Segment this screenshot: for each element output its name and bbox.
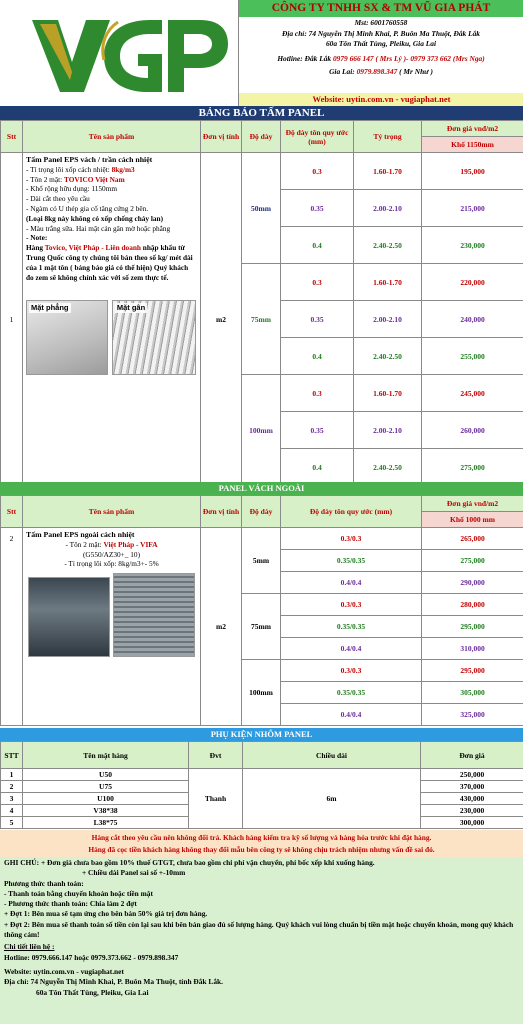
page-title: BẢNG BÁO TẤM PANEL [0, 106, 523, 120]
density-cell: 1.60-1.70 [354, 153, 422, 190]
col-price: Đơn giá [421, 742, 523, 769]
col-length: Chiều dài [243, 742, 421, 769]
desc-line: (G550/AZ30+_ 10) [82, 549, 140, 559]
note-line: GHI CHÚ: + Đơn giá chưa bao gồm 10% thuế GTGT, chưa bao gồm chi phí vận chuyển, phí bốc xếp khi xuống hàng. [4, 858, 375, 867]
steel-cell: 0.4/0.4 [281, 572, 422, 594]
steel-cell: 0.4/0.4 [281, 704, 422, 726]
col-steel: Độ dày tôn quy ước (mm) [281, 496, 422, 528]
row-stt: 2 [1, 528, 23, 726]
col-thickness: Độ dày [242, 121, 281, 153]
col-width: Khổ 1000 mm [422, 512, 523, 528]
note-line: - Thanh toán bằng chuyển khoản hoặc tiền mặt [4, 888, 153, 898]
notes-section [0, 857, 523, 1024]
hotline-gialai: Gia Lai: 0979.898.347 ( Mr Như ) [329, 67, 433, 76]
item-price: 230,000 [421, 805, 523, 817]
price-cell: 230,000 [422, 227, 523, 264]
desc-line: - Tỉ trọng lõi xốp: 8kg/m3+- 5% [64, 559, 159, 569]
steel-cell: 0.35 [281, 190, 354, 227]
steel-cell: 0.4 [281, 449, 354, 486]
row-stt: 3 [1, 793, 23, 805]
outdoor-panel-table [0, 495, 523, 726]
density-cell: 2.40-2.50 [354, 449, 422, 486]
density-cell: 2.40-2.50 [354, 338, 422, 375]
desc-line: (Loại 8kg này không có xốp chống cháy lan) [26, 213, 164, 223]
steel-cell: 0.35/0.35 [281, 616, 422, 638]
item-unit: Thanh [189, 769, 243, 829]
thickness-100: 100mm [242, 660, 281, 726]
address-2: 60a Tôn Thất Tùng, Pleiku, Gia Lai [325, 39, 437, 48]
col-stt: Stt [1, 121, 23, 153]
price-cell: 295,000 [422, 660, 523, 682]
gialai-number[interactable]: 0979.898.347 [356, 67, 398, 76]
section-accessories: PHỤ KIỆN NHÔM PANEL [0, 728, 523, 741]
row-stt: 4 [1, 805, 23, 817]
col-unit: Đơn vị tính [201, 121, 242, 153]
col-thickness: Độ dày [242, 496, 281, 528]
price-cell: 275,000 [422, 550, 523, 572]
density-cell: 2.00-2.10 [354, 301, 422, 338]
payment-heading: Phương thức thanh toán: [4, 878, 84, 888]
row-unit: m2 [201, 153, 242, 486]
row-unit: m2 [201, 528, 242, 726]
price-cell: 195,000 [422, 153, 523, 190]
density-cell: 2.00-2.10 [354, 412, 422, 449]
steel-cell: 0.4/0.4 [281, 638, 422, 660]
contact-address-2: 60a Tôn Thất Tùng, Pleiku, Gia Lai [36, 987, 149, 997]
col-steel: Độ dày tôn quy ước (mm) [281, 121, 354, 153]
desc-line: - Ngàm có U thép gia cố tăng cứng 2 bên. [26, 203, 149, 213]
row-stt: 2 [1, 781, 23, 793]
steel-cell: 0.3 [281, 375, 354, 412]
col-name: Tên sản phẩm [23, 496, 201, 528]
col-stt: STT [1, 742, 23, 769]
col-unit: Đvt [189, 742, 243, 769]
price-cell: 220,000 [422, 264, 523, 301]
steel-cell: 0.3 [281, 153, 354, 190]
contact-heading: Chi tiết liên hệ : [4, 942, 55, 952]
col-unit: Đơn vị tính [201, 496, 242, 528]
item-name: V38*38 [23, 805, 189, 817]
desc-line: - Màu trắng sữa. Hai mặt cán gân mờ hoặc phẳng [26, 223, 171, 233]
steel-cell: 0.35 [281, 412, 354, 449]
desc-line: - Tỉ trọng lõi xốp cách nhiệt: 8kg/m3 [26, 164, 135, 174]
price-cell: 265,000 [422, 528, 523, 550]
col-stt: Stt [1, 496, 23, 528]
note-line: + Chiều dài Panel sai số +-10mm [82, 868, 186, 878]
item-price: 250,000 [421, 769, 523, 781]
price-cell: 215,000 [422, 190, 523, 227]
hotline-daklak: Hotline: Đắk Lắk 0979 666 147 ( Mrs Lý )- 0979 373 662 (Mrs Nga) [277, 53, 485, 63]
steel-cell: 0.4 [281, 227, 354, 264]
desc-line: - Tôn 2 mặt: Việt Pháp - VIFA [65, 539, 158, 549]
steel-cell: 0.35/0.35 [281, 682, 422, 704]
desc-line: - Tôn 2 mặt: TOVICO Việt Nam [26, 174, 125, 184]
note-line: + Đợt 2: Bên mua sẽ thanh toán số tiền còn lại sau khi bên bán giao đủ số lượng hàng. Quý khách vui lòng chuẩn bị tiền mặt hoặc chuyển khoản, mong quý khách thông cảm! [4, 919, 514, 940]
price-cell: 290,000 [422, 572, 523, 594]
website-link[interactable]: Website: uytin.com.vn - vugiaphat.net [239, 93, 523, 106]
item-name: L38*75 [23, 817, 189, 829]
price-cell: 305,000 [422, 682, 523, 704]
item-name: U75 [23, 781, 189, 793]
row-stt: 1 [1, 769, 23, 781]
panel-stack-photo [113, 573, 195, 657]
item-name: U100 [23, 793, 189, 805]
thickness-50: 50mm [242, 153, 281, 264]
density-cell: 2.40-2.50 [354, 227, 422, 264]
steel-cell: 0.3 [281, 264, 354, 301]
header [0, 0, 523, 106]
item-name: U50 [23, 769, 189, 781]
order-notice [0, 830, 523, 857]
item-length: 6m [243, 769, 421, 829]
steel-cell: 0.3/0.3 [281, 660, 422, 682]
steel-cell: 0.3/0.3 [281, 594, 422, 616]
desc-line: - Khổ rộng hữu dụng: 1150mm [26, 184, 118, 194]
flat-panel-photo: Mặt phẳng [26, 300, 108, 375]
accessory-table [0, 741, 523, 829]
density-cell: 1.60-1.70 [354, 375, 422, 412]
address-1: Địa chỉ: 74 Nguyễn Thị Minh Khai, P. Buôn Ma Thuột, Đắk Lắk [281, 28, 480, 38]
desc-line: - Note: [26, 233, 48, 243]
steel-cell: 0.35 [281, 301, 354, 338]
contact-website[interactable]: Website: uytin.com.vn - vugiaphat.net [4, 966, 124, 976]
col-price: Đơn giá vnđ/m2 [422, 496, 523, 512]
product-title: Tấm Panel EPS vách / trần cách nhiệt [26, 155, 153, 164]
notice-line: Hàng cắt theo yêu cầu nên không đổi trả. Khách hàng kiểm tra kỹ số lượng và hàng hóa trước khi đặt hàng. [91, 833, 432, 842]
steel-cell: 0.4 [281, 338, 354, 375]
price-cell: 280,000 [422, 594, 523, 616]
panel-price-table [0, 120, 523, 486]
row-stt: 1 [1, 153, 23, 486]
steel-cell: 0.3/0.3 [281, 528, 422, 550]
product-description [23, 153, 201, 486]
price-cell: 295,000 [422, 616, 523, 638]
desc-note: Hàng Tovico, Việt Pháp - Liên doanh nhập khẩu từ Trung Quốc công ty chúng tôi bán theo số kg/ mét dài của 1 mặt tôn ( bảng báo giá có thể hiện) Quý khách đo zem sẽ không chính xác với số zem thực tế. [26, 243, 193, 282]
col-width: Khổ 1150mm [422, 137, 523, 153]
contact-hotline[interactable]: Hotline: 0979.666.147 hoặc 0979.373.662 - 0979.898.347 [4, 952, 179, 962]
product-description [23, 528, 201, 726]
density-cell: 1.60-1.70 [354, 264, 422, 301]
col-density: Tỷ trọng [354, 121, 422, 153]
note-line: - Phương thức thanh toán: Chia làm 2 đợt [4, 899, 137, 909]
steel-cell: 0.35/0.35 [281, 550, 422, 572]
item-price: 430,000 [421, 793, 523, 805]
density-cell: 2.00-2.10 [354, 190, 422, 227]
hotline-numbers[interactable]: 0979 666 147 ( Mrs Lý )- 0979 373 662 (Mrs Nga) [332, 53, 485, 63]
logo [0, 0, 238, 106]
price-cell: 275,000 [422, 449, 523, 486]
tax-code: Mst: 6001760558 [354, 18, 408, 27]
company-info [238, 0, 523, 106]
col-name: Tên sản phẩm [23, 121, 201, 153]
vgp-logo-icon [0, 0, 238, 106]
price-cell: 260,000 [422, 412, 523, 449]
thickness-75: 75mm [242, 594, 281, 660]
item-price: 370,000 [421, 781, 523, 793]
price-cell: 310,000 [422, 638, 523, 660]
col-price: Đơn giá vnđ/m2 [422, 121, 523, 137]
thickness-5: 5mm [242, 528, 281, 594]
ribbed-panel-photo: Mặt gân [112, 300, 196, 375]
col-name: Tên mặt hàng [23, 742, 189, 769]
note-line: + Đợt 1: Bên mua sẽ tạm ứng cho bên bán 50% giá trị đơn hàng. [4, 909, 208, 919]
row-stt: 5 [1, 817, 23, 829]
company-name: CÔNG TY TNHH SX & TM VŨ GIA PHÁT [239, 0, 523, 17]
section-outdoor-panel: PANEL VÁCH NGOÀI [0, 482, 523, 495]
product-photos [26, 300, 197, 378]
thickness-100: 100mm [242, 375, 281, 486]
product-photos [26, 573, 197, 660]
desc-line: - Dài cắt theo yêu cầu [26, 194, 90, 204]
price-cell: 240,000 [422, 301, 523, 338]
product-title: Tấm Panel EPS ngoài cách nhiệt [26, 530, 135, 539]
installation-photo [28, 577, 110, 657]
item-price: 300,000 [421, 817, 523, 829]
thickness-75: 75mm [242, 264, 281, 375]
price-cell: 325,000 [422, 704, 523, 726]
price-cell: 255,000 [422, 338, 523, 375]
price-cell: 245,000 [422, 375, 523, 412]
notice-line: Hàng đã cọc tiền khách hàng không thay đổi mẫu bên công ty sẽ không chịu trách nhiệm nhưng vấn đề sai đó. [88, 845, 435, 854]
contact-address-1: Địa chỉ: 74 Nguyễn Thị Minh Khai, P. Buôn Ma Thuột, tỉnh Đắk Lắk. [4, 977, 223, 987]
